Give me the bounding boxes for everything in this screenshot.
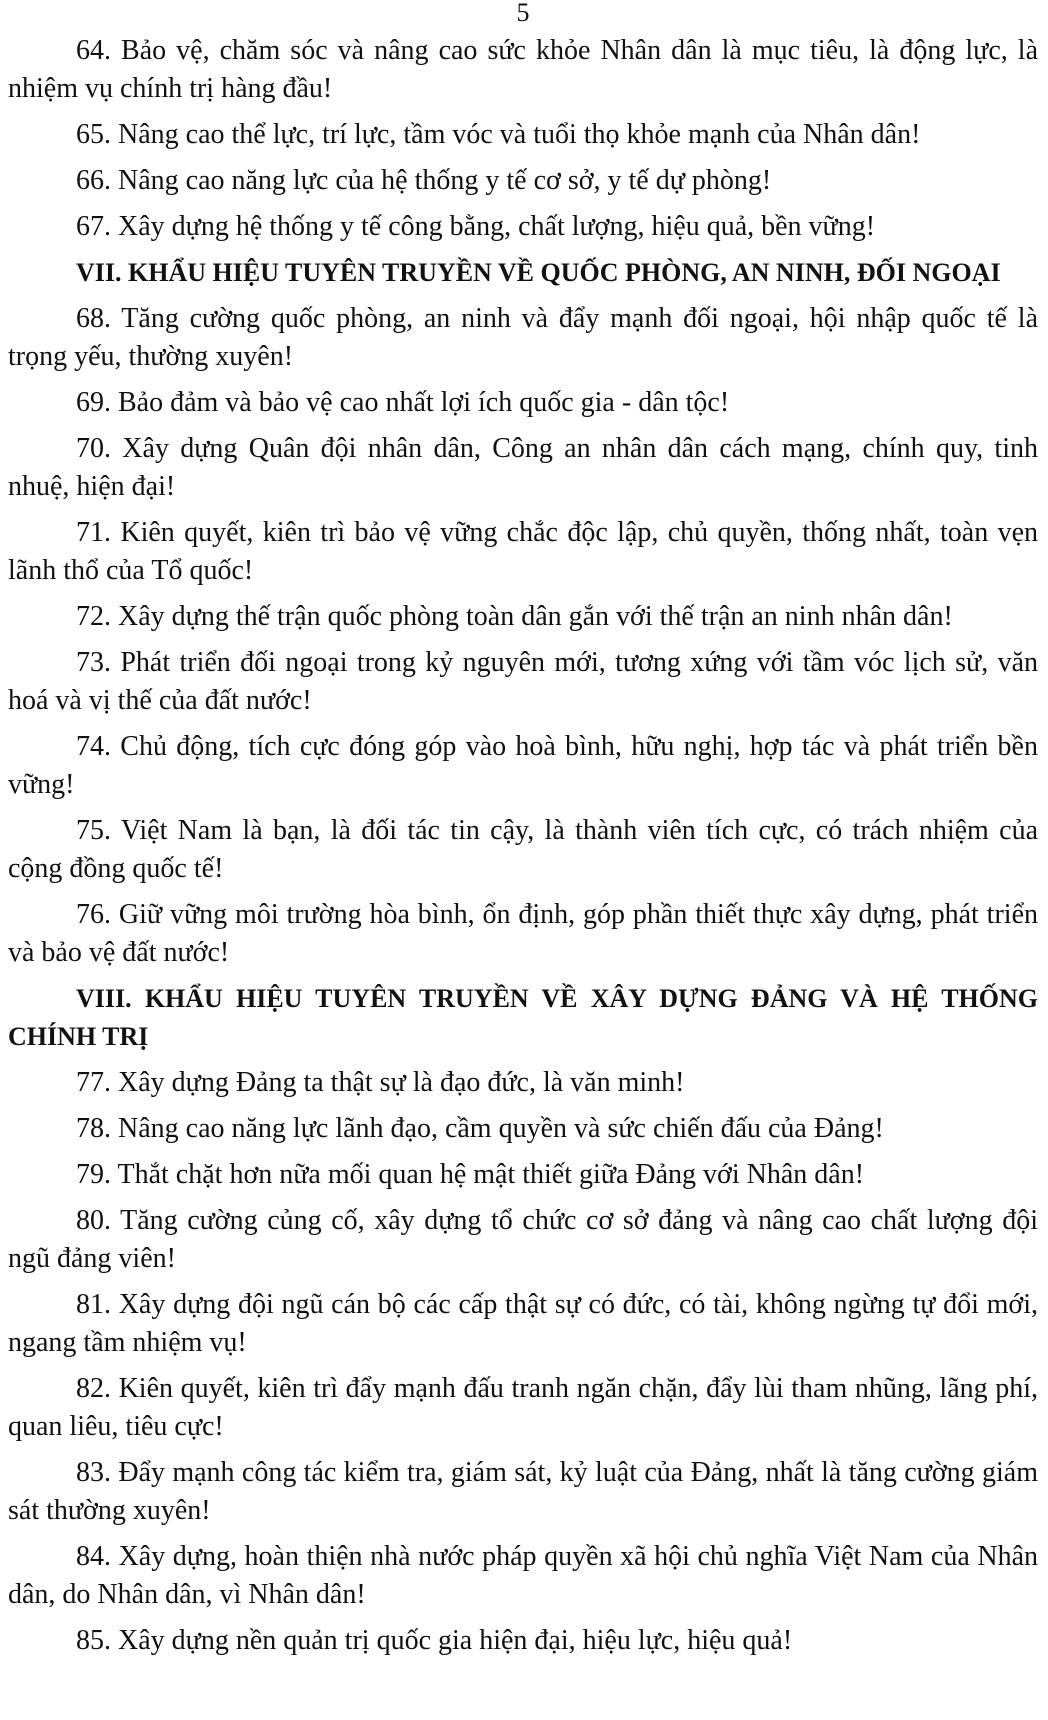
slogan-85: 85. Xây dựng nền quản trị quốc gia hiện đại, hiệu lực, hiệu quả! <box>76 1625 793 1656</box>
slogan-74: 74. Chủ động, tích cực đóng góp vào hoà bình, hữu nghị, hợp tác và phát triển bền vững! <box>8 731 1038 800</box>
slogan-64: 64. Bảo vệ, chăm sóc và nâng cao sức khỏe Nhân dân là mục tiêu, là động lực, là nhiệm vụ chính trị hàng đầu! <box>8 35 1038 104</box>
slogan-84: 84. Xây dựng, hoàn thiện nhà nước pháp quyền xã hội chủ nghĩa Việt Nam của Nhân dân, do Nhân dân, vì Nhân dân! <box>8 1541 1038 1610</box>
slogan-80: 80. Tăng cường củng cố, xây dựng tổ chức cơ sở đảng và nâng cao chất lượng đội ngũ đảng viên! <box>8 1205 1038 1274</box>
slogan-79: 79. Thắt chặt hơn nữa mối quan hệ mật thiết giữa Đảng với Nhân dân! <box>76 1159 865 1190</box>
slogan-69: 69. Bảo đảm và bảo vệ cao nhất lợi ích quốc gia - dân tộc! <box>76 387 730 418</box>
slogan-75: 75. Việt Nam là bạn, là đối tác tin cậy, là thành viên tích cực, có trách nhiệm của cộng đồng quốc tế! <box>8 815 1038 884</box>
slogan-73: 73. Phát triển đối ngoại trong kỷ nguyên mới, tương xứng với tầm vóc lịch sử, văn hoá và vị thế của đất nước! <box>8 647 1038 716</box>
slogan-82: 82. Kiên quyết, kiên trì đẩy mạnh đấu tranh ngăn chặn, đẩy lùi tham nhũng, lãng phí, quan liêu, tiêu cực! <box>8 1373 1038 1442</box>
slogan-70: 70. Xây dựng Quân đội nhân dân, Công an nhân dân cách mạng, chính quy, tinh nhuệ, hiện đại! <box>8 433 1038 502</box>
slogan-71: 71. Kiên quyết, kiên trì bảo vệ vững chắc độc lập, chủ quyền, thống nhất, toàn vẹn lãnh thổ của Tổ quốc! <box>8 517 1038 586</box>
slogan-68: 68. Tăng cường quốc phòng, an ninh và đẩy mạnh đối ngoại, hội nhập quốc tế là trọng yếu, thường xuyên! <box>8 303 1038 372</box>
section-heading-viii: VIII. KHẨU HIỆU TUYÊN TRUYỀN VỀ XÂY DỰNG ĐẢNG VÀ HỆ THỐNG CHÍNH TRỊ <box>8 984 1038 1051</box>
slogan-78: 78. Nâng cao năng lực lãnh đạo, cầm quyền và sức chiến đấu của Đảng! <box>76 1113 884 1144</box>
slogan-77: 77. Xây dựng Đảng ta thật sự là đạo đức, là văn minh! <box>76 1067 685 1098</box>
slogan-83: 83. Đẩy mạnh công tác kiểm tra, giám sát, kỷ luật của Đảng, nhất là tăng cường giám sát thường xuyên! <box>8 1457 1038 1526</box>
section-heading-vii: VII. KHẨU HIỆU TUYÊN TRUYỀN VỀ QUỐC PHÒNG, AN NINH, ĐỐI NGOẠI <box>76 258 1001 287</box>
slogan-81: 81. Xây dựng đội ngũ cán bộ các cấp thật sự có đức, có tài, không ngừng tự đổi mới, ngang tầm nhiệm vụ! <box>8 1289 1038 1358</box>
slogan-65: 65. Nâng cao thể lực, trí lực, tầm vóc và tuổi thọ khỏe mạnh của Nhân dân! <box>76 119 921 150</box>
page-number: 5 <box>516 0 530 27</box>
slogan-72: 72. Xây dựng thế trận quốc phòng toàn dân gắn với thế trận an ninh nhân dân! <box>76 601 953 632</box>
slogan-66: 66. Nâng cao năng lực của hệ thống y tế cơ sở, y tế dự phòng! <box>76 165 772 196</box>
slogan-76: 76. Giữ vững môi trường hòa bình, ổn định, góp phần thiết thực xây dựng, phát triển và bảo vệ đất nước! <box>8 899 1038 968</box>
slogan-67: 67. Xây dựng hệ thống y tế công bằng, chất lượng, hiệu quả, bền vững! <box>76 211 876 242</box>
